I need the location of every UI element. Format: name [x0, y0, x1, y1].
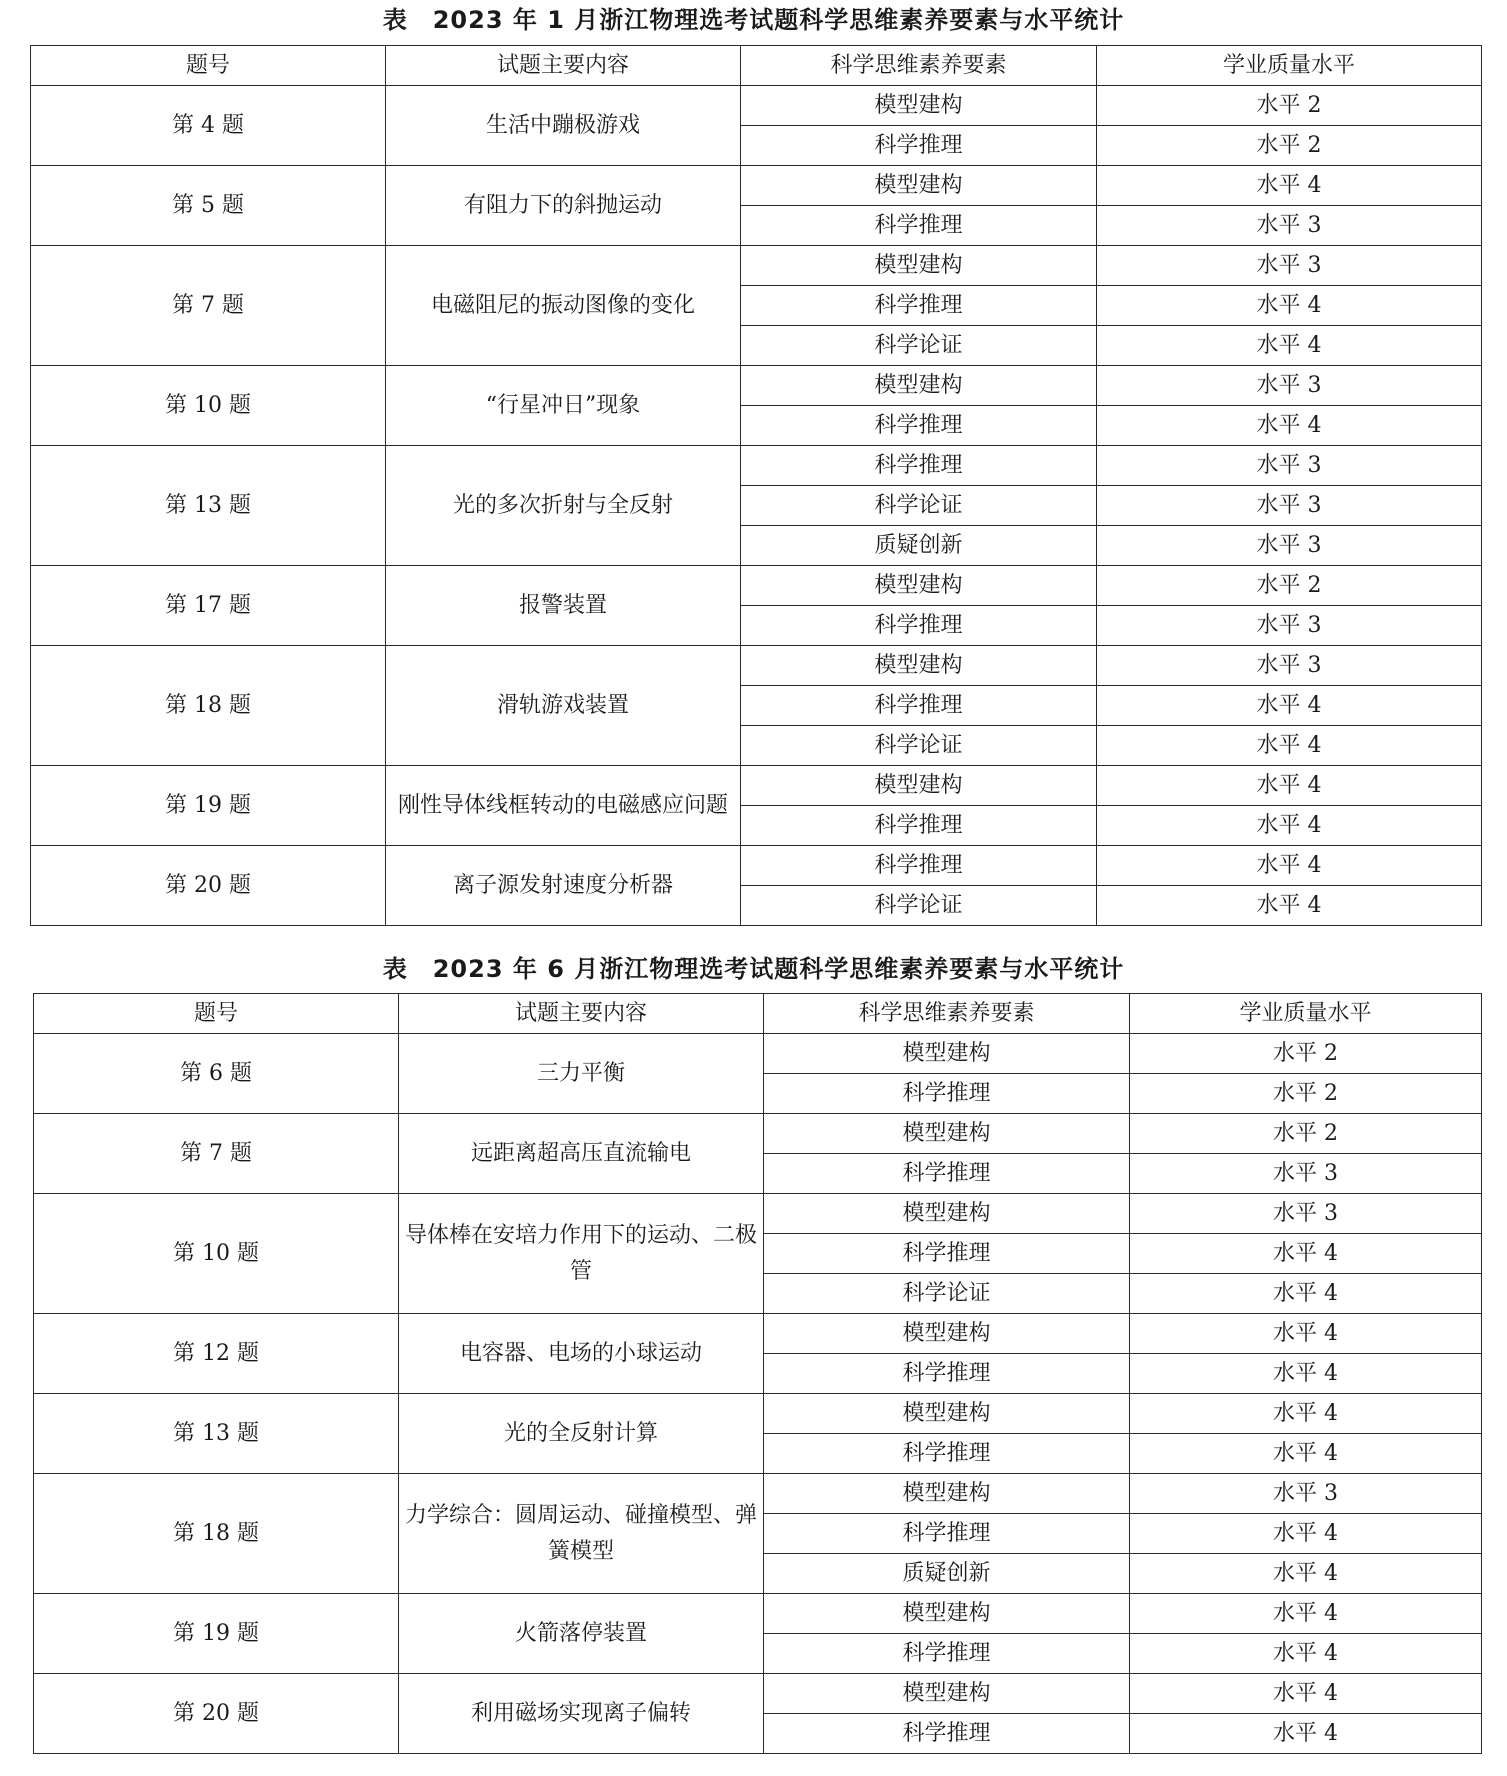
element-cell: 模型建构 — [741, 646, 1097, 686]
level-cell: 水平 2 — [1130, 1074, 1482, 1114]
element-cell: 科学推理 — [764, 1154, 1130, 1194]
element-cell: 模型建构 — [764, 1674, 1130, 1714]
element-cell: 科学推理 — [741, 286, 1097, 326]
table-row — [31, 566, 1482, 606]
table-row — [31, 246, 1482, 286]
level-cell: 水平 3 — [1097, 526, 1482, 566]
element-cell: 科学推理 — [764, 1074, 1130, 1114]
table2-header — [34, 994, 1482, 1034]
element-cell: 科学推理 — [741, 126, 1097, 166]
element-cell: 模型建构 — [741, 566, 1097, 606]
element-cell: 模型建构 — [764, 1474, 1130, 1514]
level-cell: 水平 2 — [1130, 1114, 1482, 1154]
content-cell: 离子源发射速度分析器 — [386, 846, 741, 926]
element-cell: 质疑创新 — [764, 1554, 1130, 1594]
header-element: 科学思维素养要素 — [741, 46, 1097, 86]
table1-header — [31, 46, 1482, 86]
element-cell: 科学推理 — [741, 206, 1097, 246]
table-row — [31, 766, 1482, 806]
header-question: 题号 — [31, 46, 386, 86]
content-cell: 有阻力下的斜抛运动 — [386, 166, 741, 246]
content-cell: 三力平衡 — [399, 1034, 764, 1114]
question-number-cell: 第 7 题 — [31, 246, 386, 366]
level-cell: 水平 4 — [1130, 1274, 1482, 1314]
content-cell: 利用磁场实现离子偏转 — [399, 1674, 764, 1754]
level-cell: 水平 3 — [1097, 606, 1482, 646]
table2 — [33, 993, 1482, 1754]
element-cell: 模型建构 — [764, 1114, 1130, 1154]
table2-caption: 表 2023 年 6 月浙江物理选考试题科学思维素养要素与水平统计 — [382, 955, 1125, 983]
table-row — [34, 1114, 1482, 1154]
level-cell: 水平 3 — [1097, 646, 1482, 686]
level-cell: 水平 4 — [1097, 766, 1482, 806]
level-cell: 水平 4 — [1097, 166, 1482, 206]
table-row — [31, 846, 1482, 886]
question-number-cell: 第 7 题 — [34, 1114, 399, 1194]
element-cell: 科学推理 — [764, 1514, 1130, 1554]
content-cell: “行星冲日”现象 — [386, 366, 741, 446]
level-cell: 水平 4 — [1130, 1394, 1482, 1434]
element-cell: 科学推理 — [764, 1634, 1130, 1674]
level-cell: 水平 4 — [1130, 1514, 1482, 1554]
level-cell: 水平 4 — [1130, 1434, 1482, 1474]
element-cell: 科学论证 — [741, 726, 1097, 766]
level-cell: 水平 2 — [1097, 86, 1482, 126]
question-number-cell: 第 20 题 — [34, 1674, 399, 1754]
level-cell: 水平 3 — [1097, 486, 1482, 526]
element-cell: 模型建构 — [741, 246, 1097, 286]
question-number-cell: 第 13 题 — [31, 446, 386, 566]
question-number-cell: 第 10 题 — [31, 366, 386, 446]
level-cell: 水平 4 — [1130, 1674, 1482, 1714]
level-cell: 水平 4 — [1130, 1314, 1482, 1354]
table2-body — [34, 1034, 1482, 1754]
table-row — [34, 1314, 1482, 1354]
header-element: 科学思维素养要素 — [764, 994, 1130, 1034]
table-row — [34, 1594, 1482, 1634]
content-cell: 导体棒在安培力作用下的运动、二极管 — [399, 1194, 764, 1314]
element-cell: 模型建构 — [764, 1034, 1130, 1074]
level-cell: 水平 2 — [1097, 126, 1482, 166]
element-cell: 科学推理 — [764, 1434, 1130, 1474]
question-number-cell: 第 13 题 — [34, 1394, 399, 1474]
element-cell: 科学推理 — [741, 686, 1097, 726]
element-cell: 科学推理 — [741, 806, 1097, 846]
level-cell: 水平 4 — [1097, 326, 1482, 366]
header-level: 学业质量水平 — [1130, 994, 1482, 1034]
table1-caption: 表 2023 年 1 月浙江物理选考试题科学思维素养要素与水平统计 — [382, 6, 1125, 34]
level-cell: 水平 4 — [1130, 1714, 1482, 1754]
content-cell: 刚性导体线框转动的电磁感应问题 — [386, 766, 741, 846]
level-cell: 水平 4 — [1097, 406, 1482, 446]
content-cell: 报警装置 — [386, 566, 741, 646]
table-row — [31, 446, 1482, 486]
header-content: 试题主要内容 — [399, 994, 764, 1034]
table-row — [34, 1034, 1482, 1074]
content-cell: 电容器、电场的小球运动 — [399, 1314, 764, 1394]
element-cell: 质疑创新 — [741, 526, 1097, 566]
element-cell: 科学推理 — [741, 606, 1097, 646]
element-cell: 科学推理 — [741, 406, 1097, 446]
content-cell: 光的多次折射与全反射 — [386, 446, 741, 566]
element-cell: 模型建构 — [741, 166, 1097, 206]
element-cell: 模型建构 — [741, 766, 1097, 806]
question-number-cell: 第 17 题 — [31, 566, 386, 646]
question-number-cell: 第 12 题 — [34, 1314, 399, 1394]
level-cell: 水平 4 — [1097, 846, 1482, 886]
element-cell: 模型建构 — [741, 86, 1097, 126]
element-cell: 科学论证 — [764, 1274, 1130, 1314]
content-cell: 光的全反射计算 — [399, 1394, 764, 1474]
question-number-cell: 第 18 题 — [31, 646, 386, 766]
element-cell: 模型建构 — [764, 1194, 1130, 1234]
level-cell: 水平 4 — [1130, 1234, 1482, 1274]
element-cell: 科学论证 — [741, 326, 1097, 366]
content-cell: 火箭落停装置 — [399, 1594, 764, 1674]
level-cell: 水平 3 — [1130, 1154, 1482, 1194]
content-cell: 力学综合：圆周运动、碰撞模型、弹簧模型 — [399, 1474, 764, 1594]
header-question: 题号 — [34, 994, 399, 1034]
element-cell: 科学推理 — [741, 846, 1097, 886]
level-cell: 水平 4 — [1130, 1634, 1482, 1674]
question-number-cell: 第 6 题 — [34, 1034, 399, 1114]
level-cell: 水平 3 — [1097, 246, 1482, 286]
level-cell: 水平 3 — [1097, 366, 1482, 406]
content-cell: 滑轨游戏装置 — [386, 646, 741, 766]
header-level: 学业质量水平 — [1097, 46, 1482, 86]
element-cell: 科学论证 — [741, 486, 1097, 526]
question-number-cell: 第 19 题 — [31, 766, 386, 846]
question-number-cell: 第 5 题 — [31, 166, 386, 246]
level-cell: 水平 3 — [1097, 206, 1482, 246]
level-cell: 水平 2 — [1097, 566, 1482, 606]
level-cell: 水平 4 — [1130, 1354, 1482, 1394]
level-cell: 水平 4 — [1097, 886, 1482, 926]
question-number-cell: 第 20 题 — [31, 846, 386, 926]
element-cell: 科学推理 — [764, 1234, 1130, 1274]
level-cell: 水平 3 — [1130, 1474, 1482, 1514]
table-row — [31, 366, 1482, 406]
table-row — [34, 1394, 1482, 1434]
element-cell: 模型建构 — [741, 366, 1097, 406]
content-cell: 远距离超高压直流输电 — [399, 1114, 764, 1194]
element-cell: 模型建构 — [764, 1594, 1130, 1634]
level-cell: 水平 3 — [1097, 446, 1482, 486]
element-cell: 科学推理 — [764, 1714, 1130, 1754]
table-row — [34, 1674, 1482, 1714]
table1 — [30, 45, 1482, 926]
table-row — [34, 1194, 1482, 1234]
question-number-cell: 第 18 题 — [34, 1474, 399, 1594]
table-row — [31, 86, 1482, 126]
level-cell: 水平 4 — [1130, 1594, 1482, 1634]
table-row — [34, 1474, 1482, 1514]
level-cell: 水平 4 — [1130, 1554, 1482, 1594]
table-row — [31, 166, 1482, 206]
table1-body — [31, 86, 1482, 926]
level-cell: 水平 4 — [1097, 726, 1482, 766]
level-cell: 水平 3 — [1130, 1194, 1482, 1234]
table-row — [31, 646, 1482, 686]
element-cell: 科学推理 — [741, 446, 1097, 486]
element-cell: 科学推理 — [764, 1354, 1130, 1394]
element-cell: 模型建构 — [764, 1314, 1130, 1354]
content-cell: 生活中蹦极游戏 — [386, 86, 741, 166]
level-cell: 水平 4 — [1097, 286, 1482, 326]
element-cell: 模型建构 — [764, 1394, 1130, 1434]
level-cell: 水平 2 — [1130, 1034, 1482, 1074]
question-number-cell: 第 4 题 — [31, 86, 386, 166]
element-cell: 科学论证 — [741, 886, 1097, 926]
level-cell: 水平 4 — [1097, 806, 1482, 846]
question-number-cell: 第 10 题 — [34, 1194, 399, 1314]
content-cell: 电磁阻尼的振动图像的变化 — [386, 246, 741, 366]
header-content: 试题主要内容 — [386, 46, 741, 86]
level-cell: 水平 4 — [1097, 686, 1482, 726]
question-number-cell: 第 19 题 — [34, 1594, 399, 1674]
